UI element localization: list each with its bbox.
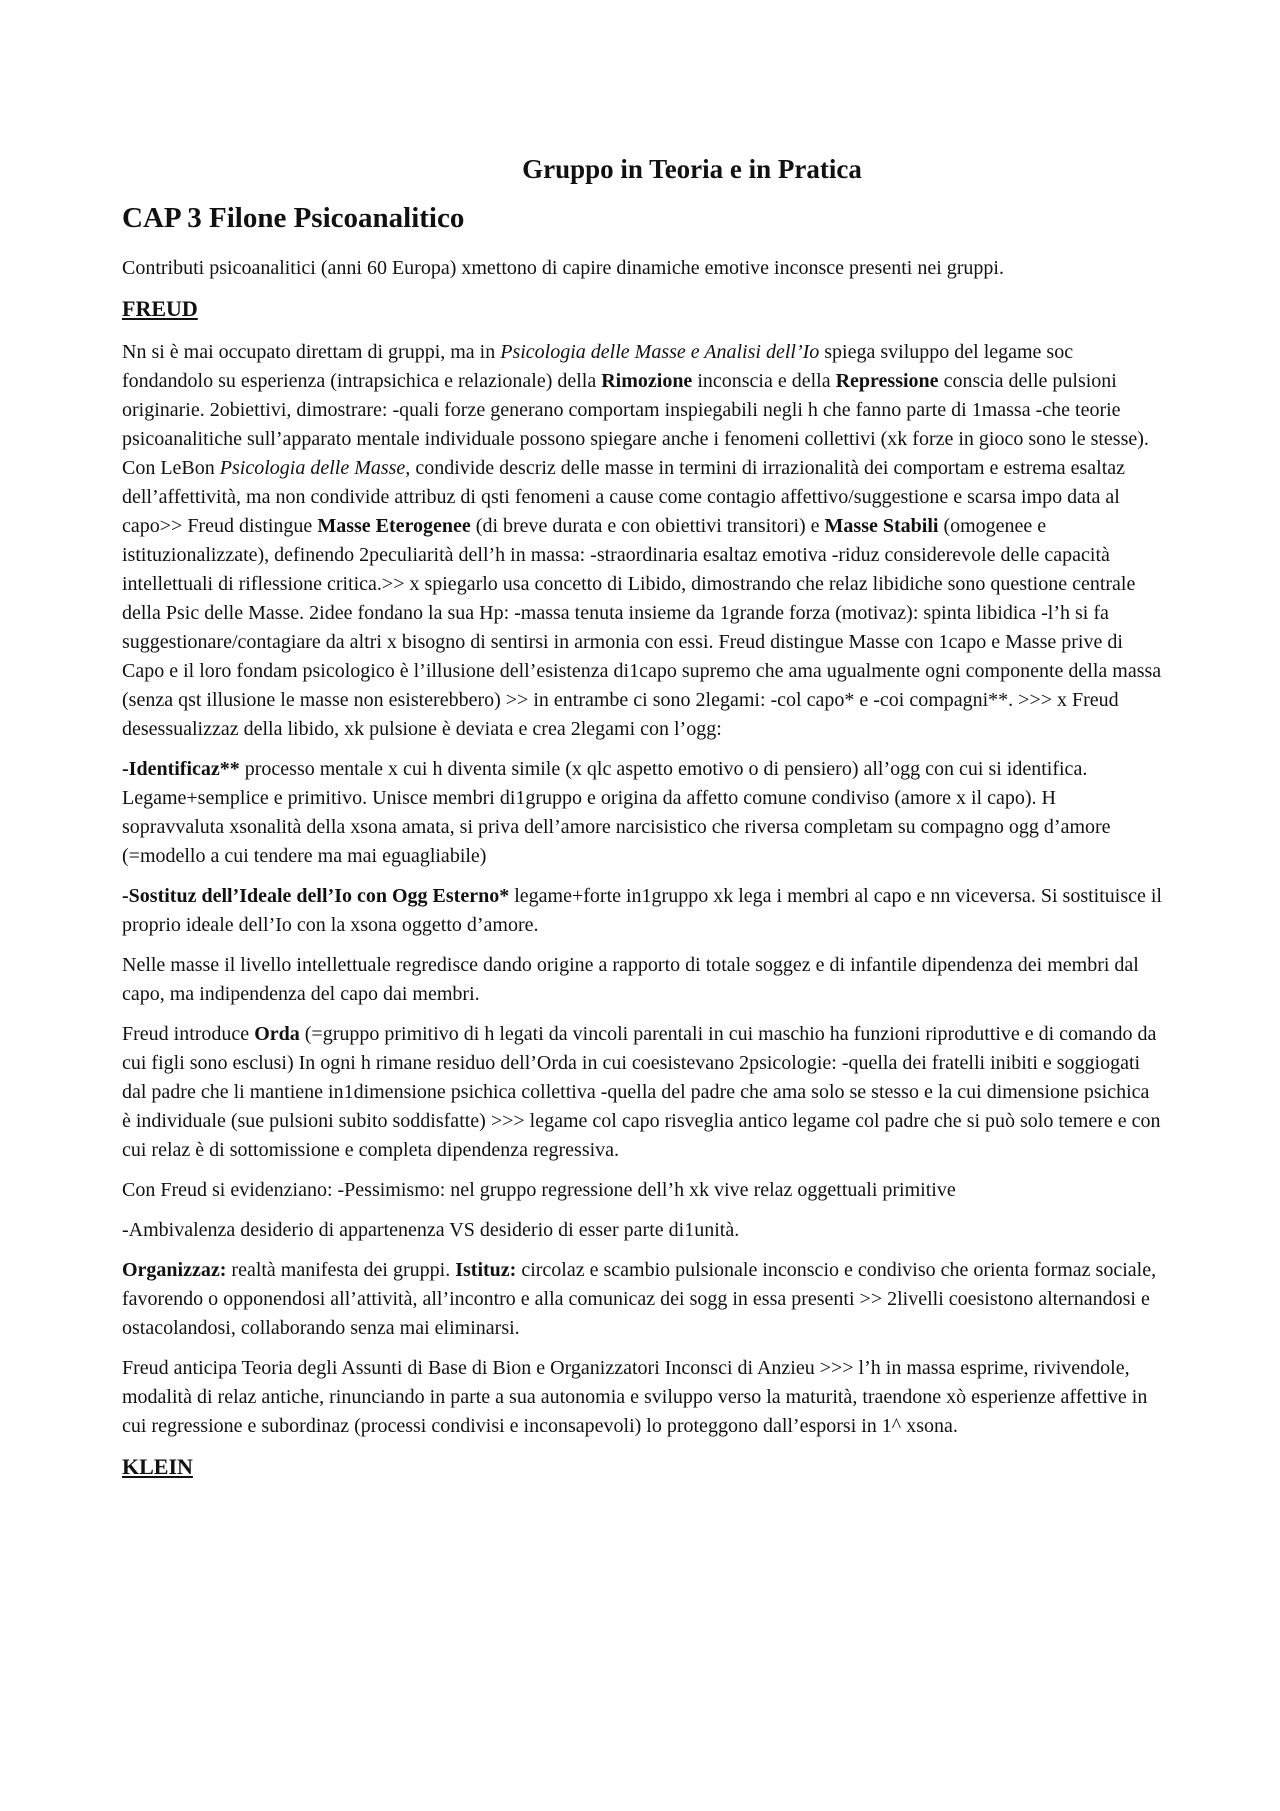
freud-paragraph: Nn si è mai occupato direttam di gruppi, ma in Psicologia delle Masse e Analisi dell’Io spiega sviluppo del legame soc fondandolo su esperienza (intrapsichica e relazionale) della Rimozione inconscia e della Repressione conscia delle pulsioni originarie. 2obiettivi, dimostrare: -quali forze generano comportam inspiegabili negli h che fanno parte di 1massa -che teorie psicoanalitiche sull’apparato mentale individuale possono spiegare anche i fenomeni collettivi (xk forze in gioco sono le stesse). Con LeBon Psicologia delle Masse, condivide descriz delle masse in termini di irrazionalità dei comportam e estrema esaltaz dell’affettività, ma non condivide attribuz di qsti fenomeni a cause come contagio affettivo/suggestione e scarsa impo data al capo>> Freud distingue Masse Eterogenee (di breve durata e con obiettivi transitori) e Masse Stabili (omogenee e istituzionalizzate), definendo 2peculiarità dell’h in massa: -straordinaria esaltaz emotiva -riduz considerevole delle capacità intellettuali di riflessione critica.>> x spiegarlo usa concetto di Libido, dimostrando che relaz libidiche sono questione centrale della Psic delle Masse. 2idee fondano la sua Hp: -massa tenuta insieme da 1grande forza (motivaz): spinta libidica -l’h si fa suggestionare/contagiare da altri x bisogno di sentirsi in armonia con essi. Freud distingue Masse con 1capo e Masse prive di Capo e il loro fondam psicologico è l’illusione dell’esistenza di1capo supremo che ama ugualmente ogni componente della massa (senza qst illusione le masse non esisterebbero) >> in entrambe ci sono 2legami: -col capo* e -coi compagni**. >>> x Freud desessualizzaz della libido, xk pulsione è deviata e crea 2legami con l’ogg: (122, 341, 1162, 740)
ambivalenza-paragraph: -Ambivalenza desiderio di appartenenza VS desiderio di esser parte di1unità. (122, 1219, 740, 1241)
orda-paragraph: Freud introduce Orda (=gruppo primitivo di h legati da vincoli parentali in cui maschio ha funzioni riproduttive e di comando da cui figli sono esclusi) In ogni h rimane residuo dell’Orda in cui coesistevano 2psicologie: -quella dei fratelli inibiti e soggiogati dal padre che li mantiene in1dimensione psichica collettiva -quella del padre che ama solo se stesso e la cui dimensione psichica è individuale (sue pulsioni subito soddisfatte) >>> legame col capo risveglia antico legame col padre che si può solo temere e con cui relaz è di sottomissione e completa dipendenza regressiva. (122, 1023, 1161, 1161)
section-heading-klein: KLEIN (122, 1454, 193, 1479)
bion-paragraph: Freud anticipa Teoria degli Assunti di Base di Bion e Organizzatori Inconsci di Anzieu >>> l’h in massa esprime, rivivendole, modalità di relaz antiche, rinunciando in parte a sua autonomia e sviluppo verso la maturità, traendone xò esperienze affettive in cui regressione e subordinaz (processi condivisi e inconsapevoli) lo proteggono dall’esporsi in 1^ xsona. (122, 1357, 1148, 1437)
masse-paragraph: Nelle masse il livello intellettuale regredisce dando origine a rapporto di totale soggez e di infantile dipendenza dei membri dal capo, ma indipendenza del capo dai membri. (122, 954, 1139, 1005)
section-heading-freud: FREUD (122, 296, 198, 321)
organizzaz-paragraph: Organizzaz: realtà manifesta dei gruppi. Istituz: circolaz e scambio pulsionale inconscio e condiviso che orienta formaz sociale, favorendo o opponendosi all’attività, all’incontro e alla comunicaz dei sogg in essa presenti >> 2livelli coesistono alternandosi e ostacolandosi, collaborando senza mai eliminarsi. (122, 1259, 1157, 1339)
document-page (122, 152, 1162, 1496)
identificaz-paragraph: -Identificaz** processo mentale x cui h diventa simile (x qlc aspetto emotivo o di pensiero) all’ogg con cui si identifica. Legame+semplice e primitivo. Unisce membri di1gruppo e origina da affetto comune condiviso (amore x il capo). H sopravvaluta xsonalità della xsona amata, si priva dell’amore narcisistico che riversa completam su compagno ogg d’amore (=modello a cui tendere ma mai eguagliabile) (122, 758, 1111, 867)
sostituz-paragraph: -Sostituz dell’Ideale dell’Io con Ogg Esterno* legame+forte in1gruppo xk lega i membri al capo e nn viceversa. Si sostituisce il proprio ideale dell’Io con la xsona oggetto d’amore. (122, 885, 1162, 936)
document-title: Gruppo in Teoria e in Pratica (522, 154, 862, 184)
chapter-title: CAP 3 Filone Psicoanalitico (122, 202, 465, 234)
pessimismo-paragraph: Con Freud si evidenziano: -Pessimismo: nel gruppo regressione dell’h xk vive relaz oggettuali primitive (122, 1179, 956, 1201)
intro-paragraph: Contributi psicoanalitici (anni 60 Europa) xmettono di capire dinamiche emotive inconsce presenti nei gruppi. (122, 257, 1004, 279)
